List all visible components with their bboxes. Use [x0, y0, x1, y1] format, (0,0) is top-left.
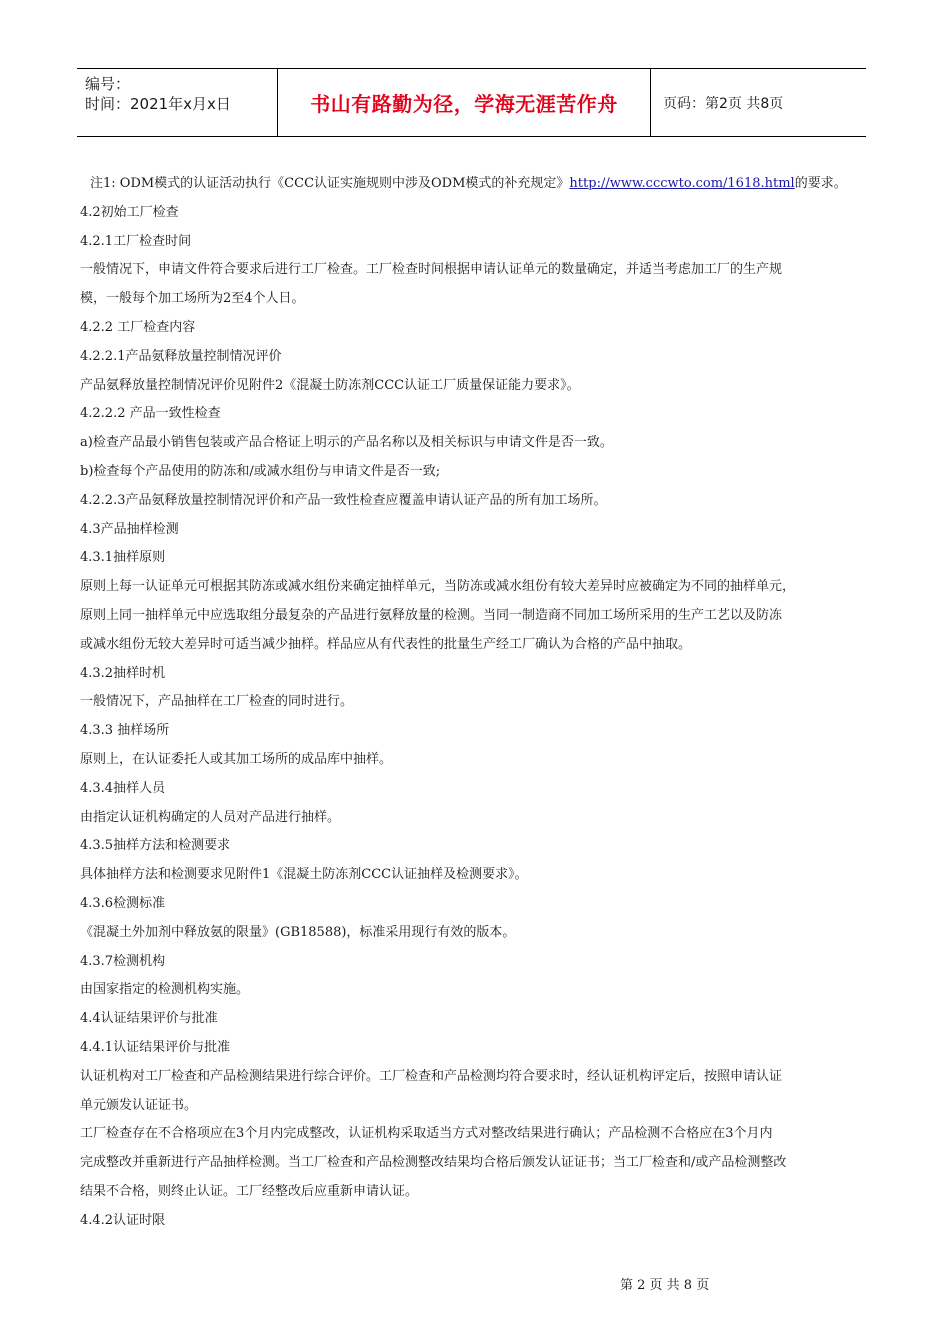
body-line: 《混凝土外加剂中释放氨的限量》(GB18588)，标准采用现行有效的版本。 — [80, 924, 516, 940]
body-line: 4.4.2认证时限 — [80, 1212, 166, 1228]
body-line: 原则上每一认证单元可根据其防冻或减水组份来确定抽样单元，当防冻或减水组份有较大差异时应被确定为不同的抽样单元， — [80, 579, 796, 595]
body-line: 认证机构对工厂检查和产品检测结果进行综合评价。工厂检查和产品检测均符合要求时，经认证机构评定后，按照申请认证 — [80, 1068, 783, 1084]
header-motto-cell — [278, 69, 651, 136]
body-line: 4.3.2抽样时机 — [80, 665, 166, 681]
body-line: 4.4.1认证结果评价与批准 — [80, 1039, 231, 1055]
body-line: 原则上，在认证委托人或其加工场所的成品库中抽样。 — [80, 751, 393, 767]
body-line: 模，一般每个加工场所为2至4个人日。 — [80, 291, 305, 307]
page-footer: 第 2 页 共 8 页 — [620, 1278, 710, 1293]
body-line: 4.3.7检测机构 — [80, 953, 166, 969]
note-prefix: 注1: ODM模式的认证活动执行《CCC认证实施规则中涉及ODM模式的补充规定》 — [90, 176, 570, 191]
body-line: 由国家指定的检测机构实施。 — [80, 982, 250, 998]
body-line: 一般情况下，产品抽样在工厂检查的同时进行。 — [80, 694, 354, 710]
page-label: 页码：第2页 共8页 — [663, 95, 784, 112]
body-line: 4.3.5抽样方法和检测要求 — [80, 838, 231, 854]
header-page-cell — [651, 69, 866, 136]
body-line: 4.2.2.3产品氨释放量控制情况评价和产品一致性检查应覆盖申请认证产品的所有加工场所。 — [80, 492, 607, 508]
body-line: 4.3.1抽样原则 — [80, 550, 166, 566]
date-line: 时间：2021年x月x日 — [85, 95, 231, 113]
body-line: 4.3产品抽样检测 — [80, 521, 179, 537]
body-line: 结果不合格，则终止认证。工厂经整改后应重新申请认证。 — [80, 1183, 419, 1199]
body-line: 4.2.2.1产品氨释放量控制情况评价 — [80, 348, 282, 364]
body-line: 或减水组份无较大差异时可适当减少抽样。样品应从有代表性的批量生产经工厂确认为合格的产品中抽取。 — [80, 636, 692, 652]
body-line: a)检查产品最小销售包装或产品合格证上明示的产品名称以及相关标识与申请文件是否一致。 — [80, 435, 613, 451]
note-suffix: 的要求。 — [794, 176, 847, 191]
body-line: 4.2.2 工厂检查内容 — [80, 319, 196, 335]
body-line: 4.3.3 抽样场所 — [80, 723, 170, 739]
body-line: 产品氨释放量控制情况评价见附件2《混凝土防冻剂CCC认证工厂质量保证能力要求》。 — [80, 377, 580, 393]
body-line: 4.4认证结果评价与批准 — [80, 1011, 218, 1027]
body-line: 一般情况下，申请文件符合要求后进行工厂检查。工厂检查时间根据申请认证单元的数量确定，并适当考虑加工厂的生产规 — [80, 262, 783, 278]
body-line: 4.3.6检测标准 — [80, 895, 166, 911]
note-link[interactable]: http://www.cccwto.com/1618.html — [569, 176, 795, 191]
header-info-cell — [77, 69, 278, 136]
body-line: 4.2初始工厂检查 — [80, 204, 179, 220]
body-line: 具体抽样方法和检测要求见附件1《混凝土防冻剂CCC认证抽样及检测要求》。 — [80, 867, 528, 883]
body-line: 4.3.4抽样人员 — [80, 780, 166, 796]
document-body — [80, 170, 870, 1235]
body-lines — [80, 199, 870, 1236]
body-line: 完成整改并重新进行产品抽样检测。当工厂检查和产品检测整改结果均合格后颁发认证证书；当工厂检查和/或产品检测整改 — [80, 1155, 787, 1171]
body-line: 原则上同一抽样单元中应选取组分最复杂的产品进行氨释放量的检测。当同一制造商不同加工场所采用的生产工艺以及防冻 — [80, 607, 783, 623]
code-label: 编号： — [85, 75, 131, 93]
body-line: 工厂检查存在不合格项应在3个月内完成整改，认证机构采取适当方式对整改结果进行确认；产品检测不合格应在3个月内 — [80, 1126, 773, 1142]
body-line: 由指定认证机构确定的人员对产品进行抽样。 — [80, 809, 341, 825]
body-line: 单元颁发认证证书。 — [80, 1097, 198, 1113]
body-line: 4.2.1工厂检查时间 — [80, 233, 192, 249]
body-line: b)检查每个产品使用的防冻和/或减水组份与申请文件是否一致; — [80, 463, 441, 479]
note-paragraph — [80, 170, 870, 199]
header-table — [77, 68, 866, 137]
body-line: 4.2.2.2 产品一致性检查 — [80, 406, 221, 422]
motto: 书山有路勤为径，学海无涯苦作舟 — [310, 92, 618, 116]
